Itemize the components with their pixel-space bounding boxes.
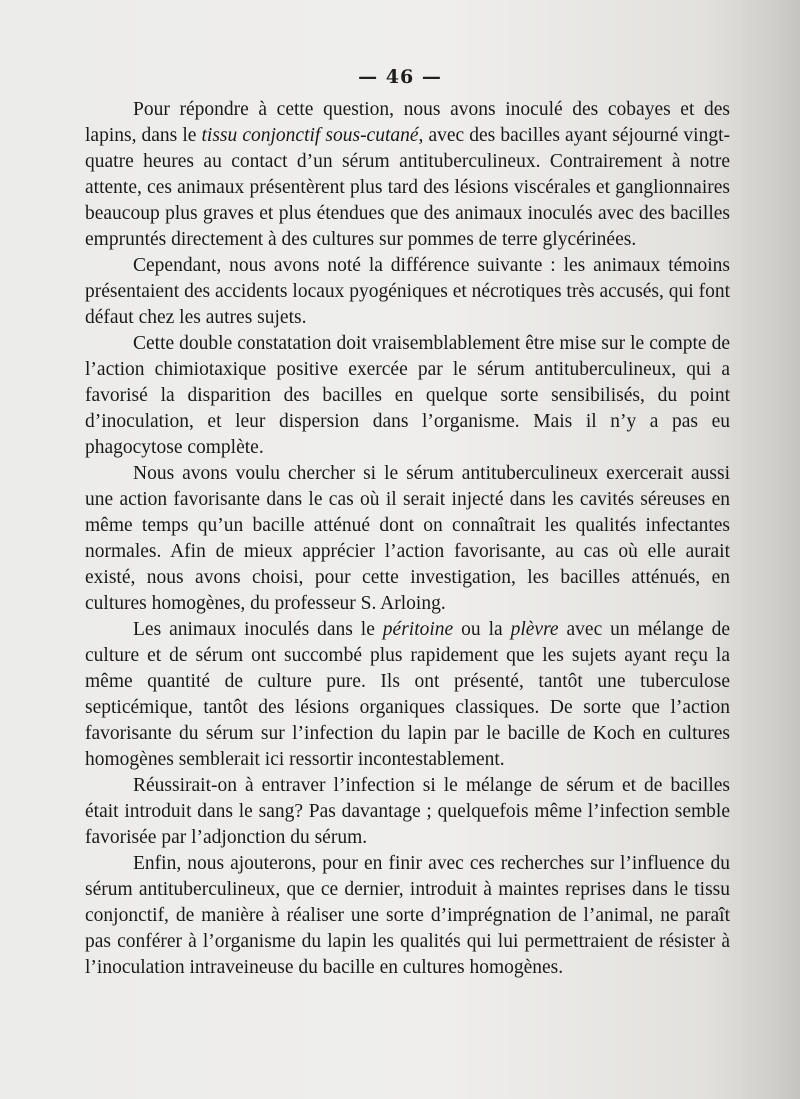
paragraph-1-text-end: , avec des bacilles ayant séjourné vingt-quatre heures au contact d’un sérum antituberculineux. Contrairement à notre attente, ces animaux présentèrent plus tard des lésions viscérales et ganglionnaires beaucoup plus graves et plus étendues que des animaux inoculés avec des bacilles empruntés directement à des cultures sur pommes de terre glycérinées. — [85, 125, 730, 250]
paragraph-2: Cependant, nous avons noté la différence suivante : les animaux témoins présentaient des accidents locaux pyogéniques et nécrotiques très accusés, qui font défaut chez les autres sujets. — [85, 255, 730, 328]
paragraph-5-text-mid: ou la — [453, 619, 511, 640]
paragraph-5 — [85, 617, 730, 773]
paragraph-6: Réussirait-on à entraver l’infection si le mélange de sérum et de bacilles était introduit dans le sang? Pas davantage ; quelquefois même l’infection semble favorisée par l’adjonction du sérum. — [85, 775, 730, 848]
paragraph-5-text-end: avec un mélange de culture et de sérum ont succombé plus rapidement que les sujets ayant reçu la même quantité de culture pure. Ils ont présenté, tantôt une tuberculose septicémique, tantôt des lésions organiques classiques. De sorte que l’action favorisante du sérum sur l’infection du lapin par le bacille de Koch en cultures homogènes semblerait ici ressortir incontestablement. — [85, 619, 731, 770]
paragraph-5-italic-peritoine: péritoine — [382, 619, 454, 640]
paragraph-3: Cette double constatation doit vraisemblablement être mise sur le compte de l’action chimiotaxique positive exercée par le sérum antituberculineux, qui a favorisé la disparition des bacilles en quelque sorte sensibilisés, du point d’inoculation, et leur dispersion dans l’organisme. Mais il n’y a pas eu phagocytose complète. — [85, 333, 730, 458]
body-text — [85, 97, 730, 981]
paragraph-1 — [85, 97, 730, 253]
paragraph-7: Enfin, nous ajouterons, pour en finir avec ces recherches sur l’influence du sérum antituberculineux, que ce dernier, introduit à maintes reprises dans le tissu conjonctif, de manière à réaliser une sorte d’imprégnation de l’animal, ne paraît pas conférer à l’organisme du lapin les qualités qui lui permettraient de résister à l’inoculation intraveineuse du bacille en cultures homogènes. — [85, 853, 730, 978]
paragraph-5-text: Les animaux inoculés dans le — [133, 619, 383, 640]
paragraph-1-italic: tissu conjonctif sous-cutané — [201, 125, 419, 146]
paragraph-4: Nous avons voulu chercher si le sérum antituberculineux exercerait aussi une action favorisante dans le cas où il serait injecté dans les cavités séreuses en même temps qu’un bacille atténué dont on connaîtrait les qualités infectantes normales. Afin de mieux apprécier l’action favorisante, au cas où elle aurait existé, nous avons choisi, pour cette investigation, les bacilles atténués, en cultures homogènes, du professeur S. Arloing. — [85, 463, 730, 614]
paragraph-1-text: Pour répondre à cette question, nous avons inoculé des cobayes et des lapins, dans le — [85, 99, 730, 146]
page-number: — 46 — — [358, 66, 442, 88]
paragraph-5-italic-plevre: plèvre — [510, 619, 559, 640]
